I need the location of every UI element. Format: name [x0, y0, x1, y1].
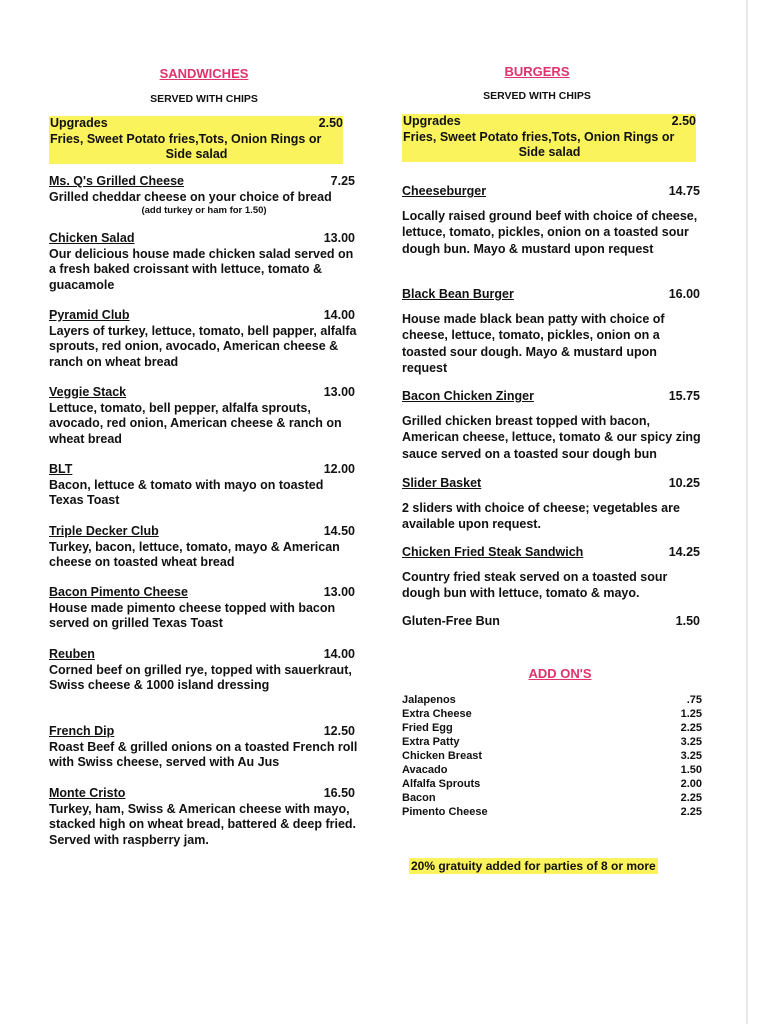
addon-name: Fried Egg	[402, 722, 453, 734]
item-desc: Lettuce, tomato, bell pepper, alfalfa sprouts, avocado, red onion, American cheese & ranch on wheat bread	[49, 400, 342, 446]
item-price: 10.25	[668, 476, 700, 490]
item-desc: Grilled cheddar cheese on your choice of bread	[49, 189, 332, 204]
upgrades-options: Fries, Sweet Potato fries,Tots, Onion Rings or	[50, 131, 322, 146]
sandwiches-heading: SANDWICHES	[159, 66, 249, 81]
addon-name: Chicken Breast	[402, 750, 483, 762]
addon-price: 1.25	[680, 708, 702, 720]
item-desc: Our delicious house made chicken salad served on a fresh baked croissant with lettuce, tomato & guacamole	[49, 246, 354, 292]
item-price: 14.25	[668, 545, 700, 559]
item-desc: Locally raised ground beef with choice of cheese, lettuce, tomato, pickles, onion on a toasted sour dough bun. Mayo & mustard upon request	[402, 208, 698, 256]
item-desc: Turkey, ham, Swiss & American cheese with mayo, stacked high on wheat bread, battered & deep fried. Served with raspberry jam.	[49, 801, 357, 847]
list-item	[402, 805, 702, 819]
item-desc: Roast Beef & grilled onions on a toasted French roll with Swiss cheese, served with Au Jus	[49, 739, 358, 769]
upgrades-options: Fries, Sweet Potato fries,Tots, Onion Rings or	[403, 129, 675, 144]
item-price: 15.75	[668, 389, 700, 403]
sandwiches-subheading: SERVED WITH CHIPS	[150, 93, 258, 105]
gratuity-note: 20% gratuity added for parties of 8 or more	[411, 859, 656, 873]
item-name: Gluten-Free Bun	[402, 614, 500, 628]
addons-heading: ADD ON'S	[528, 666, 592, 681]
addon-price: 1.50	[680, 764, 702, 776]
menu-item	[49, 308, 359, 370]
item-price: 13.00	[323, 385, 355, 399]
menu-item	[49, 385, 359, 447]
list-item	[402, 721, 702, 735]
list-item	[402, 777, 702, 791]
addon-name: Extra Cheese	[402, 708, 472, 720]
item-price: 13.00	[323, 231, 355, 245]
item-desc: Bacon, lettuce & tomato with mayo on toasted Texas Toast	[49, 477, 324, 507]
item-price: 1.50	[675, 614, 700, 628]
item-name: Veggie Stack	[49, 385, 127, 399]
menu-item	[402, 183, 702, 257]
addon-price: 2.25	[680, 792, 702, 804]
item-price: 7.25	[330, 174, 355, 188]
item-name: Black Bean Burger	[402, 287, 514, 301]
list-item	[402, 791, 702, 805]
addon-name: Alfalfa Sprouts	[402, 778, 481, 790]
menu-item	[49, 724, 359, 771]
upgrades-label: Upgrades	[50, 116, 108, 130]
upgrades-price: 2.50	[671, 114, 696, 128]
menu-item	[49, 647, 359, 694]
item-name: Slider Basket	[402, 476, 482, 490]
addons-list	[402, 693, 702, 819]
item-name: BLT	[49, 462, 73, 476]
burgers-subheading: SERVED WITH CHIPS	[483, 90, 591, 102]
item-desc: Grilled chicken breast topped with bacon, American cheese, lettuce, tomato & our spicy zing sauce served on a toasted sour dough bun	[402, 413, 701, 461]
addon-name: Bacon	[402, 792, 436, 804]
menu-item	[402, 388, 702, 462]
menu-item	[402, 475, 702, 533]
item-name: Chicken Salad	[49, 231, 135, 245]
addon-price: 2.00	[680, 778, 702, 790]
list-item	[402, 693, 702, 707]
item-desc: House made pimento cheese topped with bacon served on grilled Texas Toast	[49, 600, 336, 630]
item-name: Cheeseburger	[402, 184, 487, 198]
item-price: 12.50	[323, 724, 355, 738]
upgrades-options-cont: Side salad	[165, 147, 228, 161]
item-price: 16.50	[323, 786, 355, 800]
item-name: Bacon Pimento Cheese	[49, 585, 188, 599]
item-name: Reuben	[49, 647, 95, 661]
menu-item	[49, 786, 359, 848]
item-price: 14.00	[323, 308, 355, 322]
item-price: 16.00	[668, 287, 700, 301]
item-name: Chicken Fried Steak Sandwich	[402, 545, 584, 559]
item-name: Monte Cristo	[49, 786, 126, 800]
item-price: 14.75	[668, 184, 700, 198]
item-name: Triple Decker Club	[49, 524, 159, 538]
item-name: French Dip	[49, 724, 115, 738]
upgrades-price: 2.50	[318, 116, 343, 130]
addon-name: Jalapenos	[402, 694, 456, 706]
addon-price: .75	[686, 694, 702, 706]
menu-item	[49, 231, 359, 293]
addon-name: Extra Patty	[402, 736, 460, 748]
menu-item	[402, 286, 702, 377]
addon-price: 2.25	[680, 806, 702, 818]
list-item	[402, 707, 702, 721]
item-desc: Turkey, bacon, lettuce, tomato, mayo & American cheese on toasted wheat bread	[49, 539, 340, 569]
gluten-free-option	[402, 613, 702, 630]
addon-price: 3.25	[680, 736, 702, 748]
item-price: 14.50	[323, 524, 355, 538]
item-price: 12.00	[323, 462, 355, 476]
menu-item	[49, 462, 359, 509]
sandwiches-upgrades	[49, 116, 343, 164]
burgers-heading: BURGERS	[504, 64, 570, 79]
addon-name: Avacado	[402, 764, 448, 776]
menu-item	[49, 585, 359, 632]
menu-item	[402, 544, 702, 602]
item-desc: Corned beef on grilled rye, topped with sauerkraut, Swiss cheese & 1000 island dressing	[49, 662, 352, 692]
item-price: 13.00	[323, 585, 355, 599]
addon-price: 3.25	[680, 750, 702, 762]
item-desc: Layers of turkey, lettuce, tomato, bell papper, alfalfa sprouts, red onion, avocado, American cheese & ranch on wheat bread	[49, 323, 357, 369]
item-note: (add turkey or ham for 1.50)	[141, 205, 267, 216]
menu-item	[49, 174, 359, 217]
item-name: Pyramid Club	[49, 308, 130, 322]
item-name: Bacon Chicken Zinger	[402, 389, 534, 403]
item-price: 14.00	[323, 647, 355, 661]
list-item	[402, 763, 702, 777]
upgrades-label: Upgrades	[403, 114, 461, 128]
item-desc: 2 sliders with choice of cheese; vegetables are available upon request.	[402, 500, 680, 531]
item-name: Ms. Q's Grilled Cheese	[49, 174, 184, 188]
upgrades-options-cont: Side salad	[518, 145, 581, 159]
burgers-upgrades	[402, 114, 696, 162]
list-item	[402, 749, 702, 763]
list-item	[402, 735, 702, 749]
addon-price: 2.25	[680, 722, 702, 734]
addon-name: Pimento Cheese	[402, 806, 488, 818]
item-desc: House made black bean patty with choice of cheese, lettuce, tomato, pickles, onion on a toasted sour dough. Mayo & mustard upon request	[402, 311, 665, 375]
item-desc: Country fried steak served on a toasted sour dough bun with lettuce, tomato & mayo.	[402, 569, 668, 600]
menu-item	[49, 524, 359, 571]
